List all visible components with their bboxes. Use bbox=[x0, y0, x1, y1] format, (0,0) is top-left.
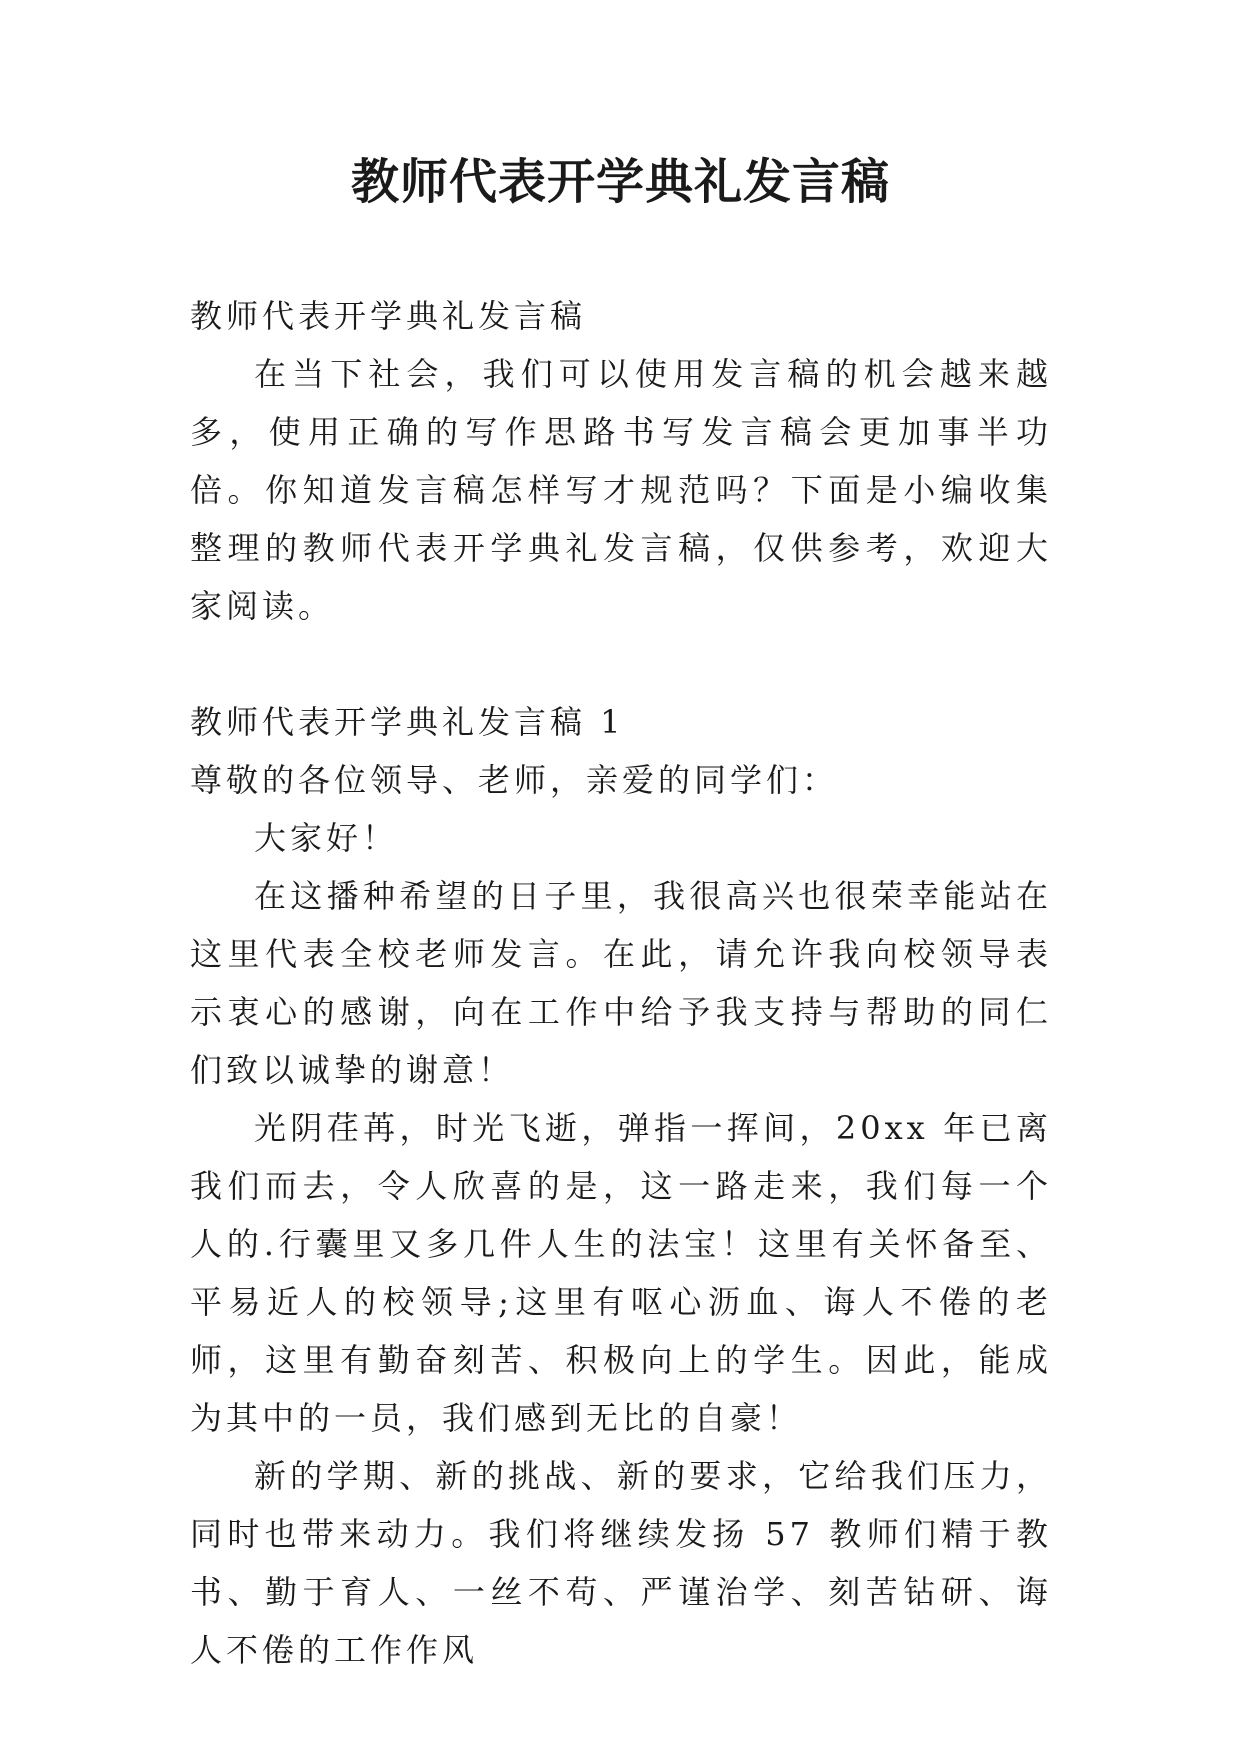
body-paragraph-1: 在这播种希望的日子里，我很高兴也很荣幸能站在这里代表全校老师发言。在此，请允许我向校领导表示衷心的感谢，向在工作中给予我支持与帮助的同仁们致以诚挚的谢意！ bbox=[190, 877, 1052, 1089]
paragraph-spacer bbox=[190, 635, 1052, 693]
body-paragraph-2: 光阴荏苒，时光飞逝，弹指一挥间，20xx 年已离我们而去，令人欣喜的是，这一路走来，我们每一个人的.行囊里又多几件人生的法宝！这里有关怀备至、平易近人的校领导;这里有呕心沥血、诲人不倦的老师，这里有勤奋刻苦、积极向上的学生。因此，能成为其中的一员，我们感到无比的自豪！ bbox=[190, 1109, 1052, 1437]
section-heading: 教师代表开学典礼发言稿 1 bbox=[190, 703, 625, 741]
body-paragraph-3: 新的学期、新的挑战、新的要求，它给我们压力，同时也带来动力。我们将继续发扬 57 教师们精于教书、勤于育人、一丝不苟、严谨治学、刻苦钻研、诲人不倦的工作作风 bbox=[190, 1457, 1052, 1669]
document-body bbox=[190, 287, 1052, 1679]
salutation: 尊敬的各位领导、老师，亲爱的同学们： bbox=[190, 761, 839, 799]
subtitle: 教师代表开学典礼发言稿 bbox=[190, 297, 587, 335]
greeting: 大家好！ bbox=[254, 819, 399, 857]
intro-paragraph: 在当下社会，我们可以使用发言稿的机会越来越多，使用正确的写作思路书写发言稿会更加事半功倍。你知道发言稿怎样写才规范吗？下面是小编收集整理的教师代表开学典礼发言稿，仅供参考，欢迎大家阅读。 bbox=[190, 355, 1052, 625]
page-title: 教师代表开学典礼发言稿 bbox=[350, 154, 890, 210]
